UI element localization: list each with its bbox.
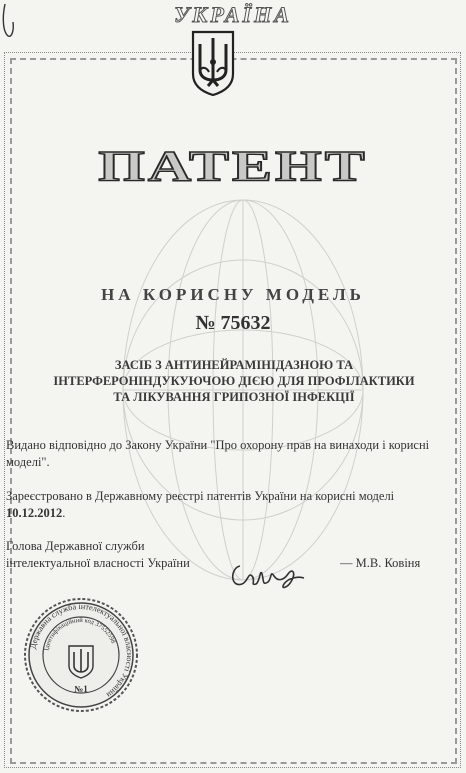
document-subtitle: НА КОРИСНУ МОДЕЛЬ xyxy=(101,285,365,304)
country-header: УКРАЇНА xyxy=(174,2,292,27)
subject-line: ІНТЕРФЕРОНІНДУКУЮЧОЮ ДІЄЮ ДЛЯ ПРОФІЛАКТИКИ xyxy=(53,374,415,388)
coat-of-arms-icon xyxy=(189,30,237,96)
patent-number: № 75632 xyxy=(195,312,271,334)
svg-text:№1: №1 xyxy=(74,684,88,694)
signatory-title-line: Голова Державної служби xyxy=(6,539,145,553)
svg-text:Ідентифікаційний код 37552598: Ідентифікаційний код 37552598 xyxy=(43,616,117,652)
registration-statement xyxy=(6,488,454,522)
registration-period: . xyxy=(62,506,66,520)
document-title: ПАТЕНТ xyxy=(98,142,368,190)
registration-date: 10.12.2012 xyxy=(6,506,63,520)
subject-title xyxy=(14,357,454,405)
signatory-title-line: інтелектуальної власності України xyxy=(6,556,190,570)
signatory-name: — М.В. Ковіня xyxy=(340,556,421,570)
signature-icon xyxy=(226,558,306,592)
issued-statement: Видано відповідно до Закону України "Про охорону прав на винаходи і корисні моделі". xyxy=(6,438,430,469)
subject-line: ЗАСІБ З АНТИНЕЙРАМІНІДАЗНОЮ ТА xyxy=(114,358,354,372)
subject-line: ТА ЛІКУВАННЯ ГРИПОЗНОЇ ІНФЕКЦІЇ xyxy=(113,390,355,404)
official-seal-icon xyxy=(22,596,140,714)
svg-text:Державна служба інтелектуально: Державна служба інтелектуальної власності України xyxy=(28,601,135,700)
registration-text: Зареєстровано в Державному реєстрі патентів України на корисні моделі xyxy=(6,489,395,503)
